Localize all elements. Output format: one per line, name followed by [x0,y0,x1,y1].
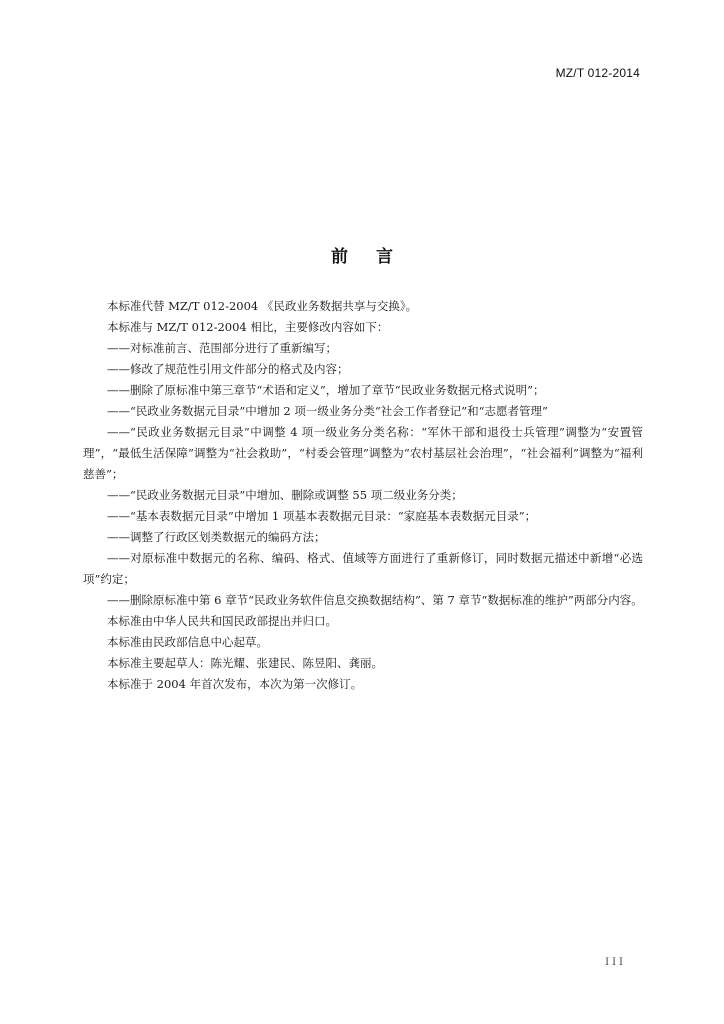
paragraph-proposer: 本标准由中华人民共和国民政部提出并归口。 [107,614,337,628]
list-item-change: ——“民政业务数据元目录”中增加 2 项一级业务分类“社会工作者登记”和“志愿者管理” [107,404,548,418]
paragraph-history: 本标准于 2004 年首次发布，本次为第一次修订。 [107,677,363,691]
page-number: III [605,957,626,968]
list-item-change: ——“民政业务数据元目录”中增加、删除或调整 55 项二级业务分类； [107,488,463,502]
list-item-change: ——“民政业务数据元目录”中调整 4 项一级业务分类名称：“军休干部和退役士兵管理”调整为“安置管理”，“最低生活保障”调整为“社会救助”，“村委会管理”调整为“农村基层社会治理”，“社会福利”调整为“福利慈善”； [83,425,643,481]
list-item-change: ——调整了行政区划类数据元的编码方法； [107,530,326,544]
list-item-change: ——对原标准中数据元的名称、编码、格式、值域等方面进行了重新修订，同时数据元描述中新增“必选项”约定； [83,551,643,586]
paragraph-changes-intro: 本标准与 MZ/T 012-2004 相比，主要修改内容如下： [107,320,389,334]
list-item-change: ——删除了原标准中第三章节“术语和定义”，增加了章节“民政业务数据元格式说明”； [107,383,545,397]
list-item-change: ——对标准前言、范围部分进行了重新编写； [107,341,337,355]
document-code: MZ/T 012-2014 [555,66,640,80]
page-title: 前言 [331,247,421,267]
list-item-change: ——删除原标准中第 6 章节“民政业务软件信息交换数据结构”、第 7 章节“数据标准的维护”两部分内容。 [107,593,643,607]
list-item-change: ——“基本表数据元目录”中增加 1 项基本表数据元目录：“家庭基本表数据元目录”； [107,509,537,523]
paragraph-drafting-unit: 本标准由民政部信息中心起草。 [107,635,268,649]
foreword-body [83,296,643,695]
paragraph-replaces: 本标准代替 MZ/T 012-2004 《民政业务数据共享与交换》。 [107,299,418,313]
paragraph-drafters: 本标准主要起草人：陈光耀、张建民、陈昱阳、龚丽。 [107,656,383,670]
list-item-change: ——修改了规范性引用文件部分的格式及内容； [107,362,349,376]
